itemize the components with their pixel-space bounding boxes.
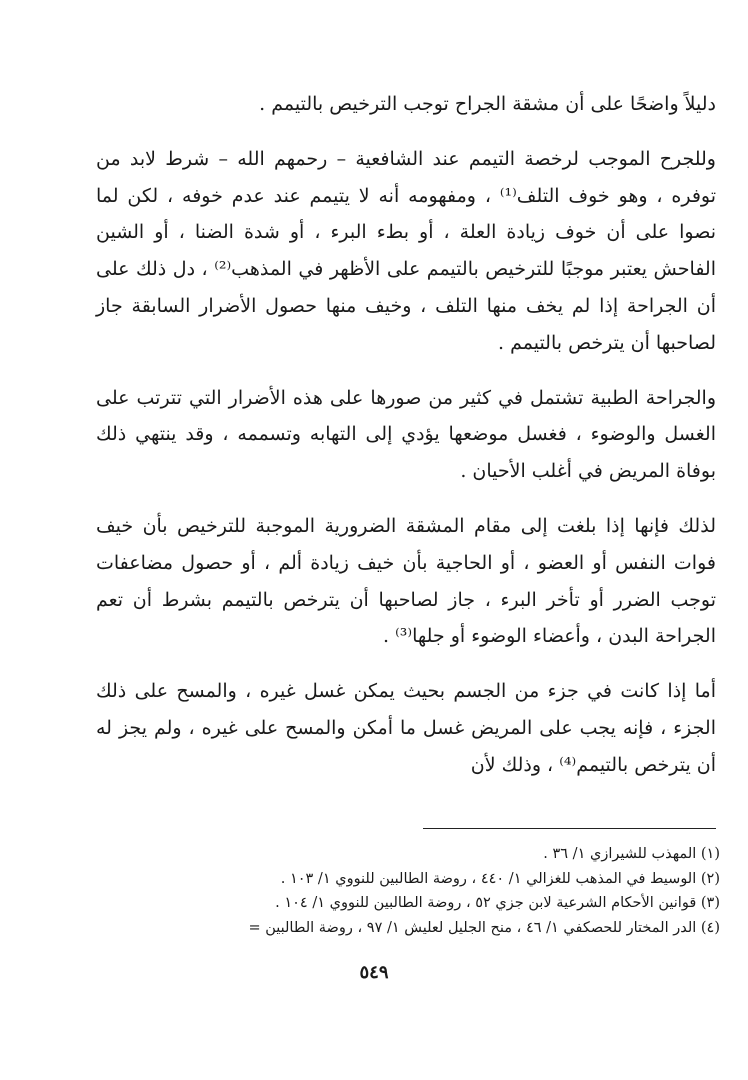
footnotes bbox=[70, 842, 720, 940]
paragraph-5: أما إذا كانت في جزء من الجسم بحيث يمكن غسل غيره ، والمسح على ذلك الجزء ، فإنه يجب على المريض غسل ما أمكن والمسح على غيره ، ولم يجز له أن يترخص بالتيمم⁽⁴⁾ ، وذلك لأن bbox=[96, 680, 716, 776]
paragraph-1: دليلاً واضحًا على أن مشقة الجراح توجب الترخيص بالتيمم . bbox=[259, 93, 716, 115]
page-number: ٥٤٩ bbox=[359, 962, 389, 983]
footnote-1: (١) المهذب للشيرازي ١/ ٣٦ . bbox=[543, 846, 720, 862]
footnote-3: (٣) قوانين الأحكام الشرعية لابن جزي ٥٢ ، روضة الطالبين للنووي ١/ ١٠٤ . bbox=[275, 895, 720, 911]
footnote-4: (٤) الدر المختار للحصكفي ١/ ٤٦ ، منح الجليل لعليش ١/ ٩٧ ، روضة الطالبين = bbox=[248, 919, 720, 936]
paragraph-4: لذلك فإنها إذا بلغت إلى مقام المشقة الضرورية الموجبة للترخيص بأن خيف فوات النفس أو العضو ، أو الحاجية بأن خيف زيادة ألم ، أو حصول مضاعفات توجب الضرر أو تأخر البرء ، جاز لصاحبها أن يترخص بالتيمم بشرط أن تعم الجراحة البدن ، وأعضاء الوضوء أو جلها⁽³⁾ . bbox=[96, 514, 716, 648]
body-text bbox=[96, 86, 716, 784]
footnote-2: (٢) الوسيط في المذهب للغزالي ١/ ٤٤٠ ، روضة الطالبين للنووي ١/ ١٠٣ . bbox=[280, 870, 720, 887]
paragraph-2: وللجرح الموجب لرخصة التيمم عند الشافعية – رحمهم الله – شرط لابد من توفره ، وهو خوف التلف⁽¹⁾ ، ومفهومه أنه لا يتيمم عند عدم خوفه ، لكن لما نصوا على أن خوف زيادة العلة ، أو بطء البرء ، أو شدة الضنا ، أو الشين الفاحش يعتبر موجبًا للترخيص بالتيمم على الأظهر في المذهب⁽²⁾ ، دل ذلك على أن الجراحة إذا لم يخف منها التلف ، وخيف منها حصول الأضرار السابقة جاز لصاحبها أن يترخص بالتيمم . bbox=[96, 147, 717, 354]
footnote-separator bbox=[423, 828, 716, 829]
paragraph-3: والجراحة الطبية تشتمل في كثير من صورها على هذه الأضرار التي تترتب على الغسل والوضوء ، فغسل موضعها يؤدي إلى التهابه وتسممه ، وقد ينتهي ذلك بوفاة المريض في أغلب الأحيان . bbox=[96, 386, 716, 483]
